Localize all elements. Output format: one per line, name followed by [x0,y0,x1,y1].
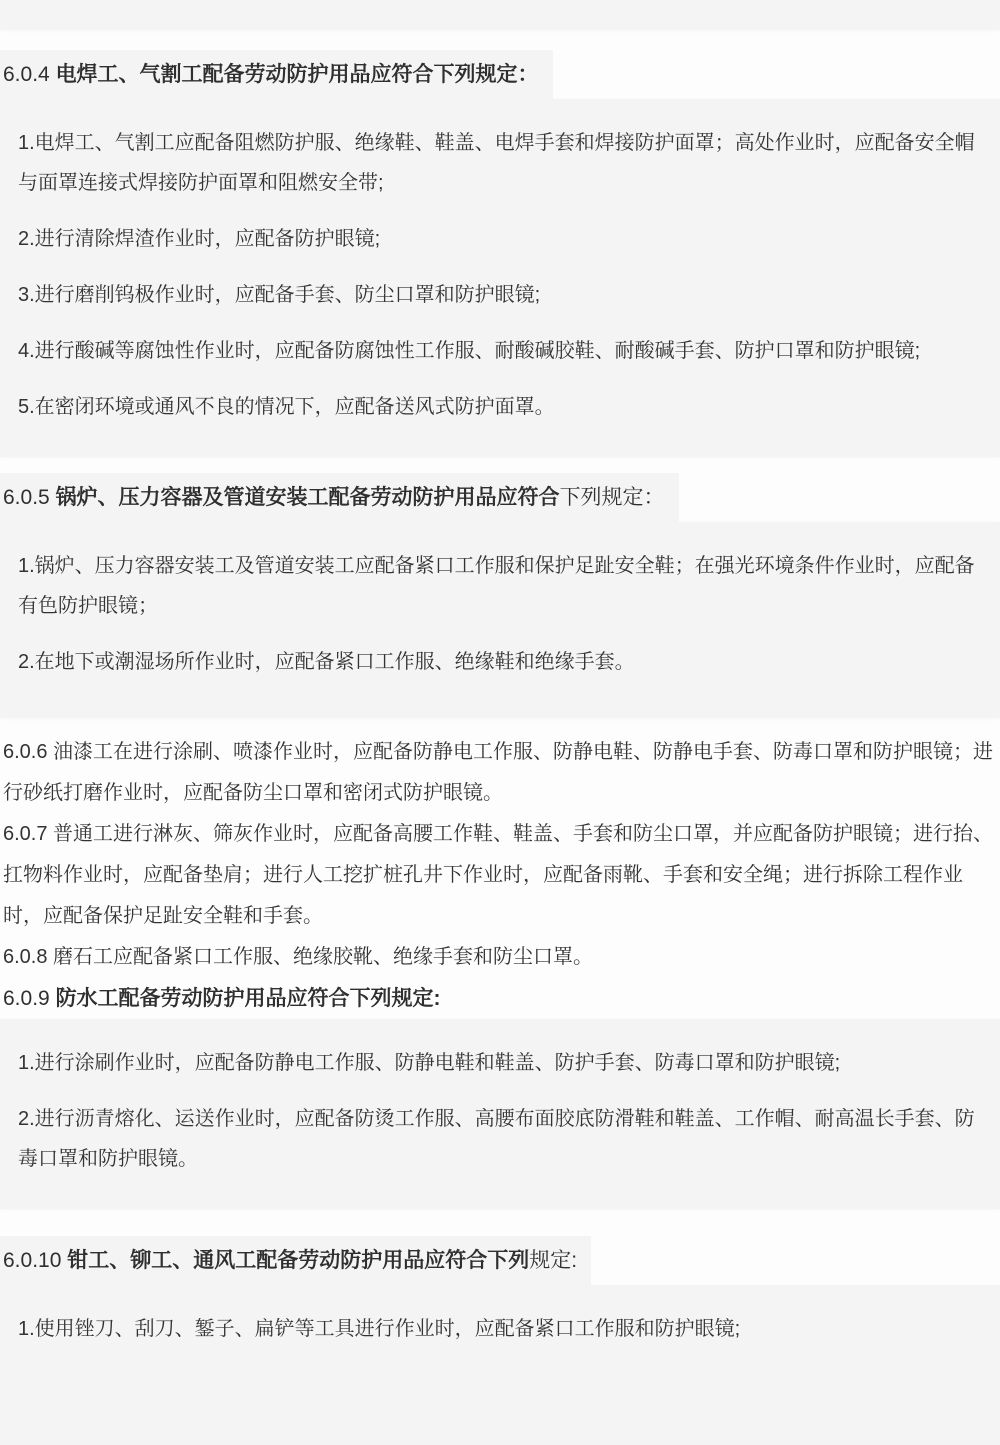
section-body-6-0-10 [0,1285,1000,1445]
heading-title: 锅炉、压力容器及管道安装工配备劳动防护用品应符合 [55,486,560,509]
paragraph-6-0-8: 6.0.8 磨石工应配备紧口工作服、绝缘胶靴、绝缘手套和防尘口罩。 [3,946,594,968]
heading-6-0-5 [0,473,679,522]
heading-title: 防水工配备劳动防护用品应符合下列规定: [55,987,441,1010]
heading-title: 钳工、铆工、通风工配备劳动防护用品应符合下列 [67,1249,530,1272]
heading-title-tail: 规定: [529,1249,578,1272]
regulation-item: 2.在地下或潮湿场所作业时，应配备紧口工作服、绝缘鞋和绝缘手套。 [18,651,635,673]
heading-number: 6.0.10 [3,1249,62,1272]
section-gap [0,1209,1000,1236]
heading-6-0-4 [0,50,553,99]
regulation-item: 2.进行沥青熔化、运送作业时，应配备防烫工作服、高腰布面胶底防滑鞋和鞋盖、工作帽、耐高温长手套、防毒口罩和防护眼镜。 [18,1108,975,1170]
section-6-0-4 [0,50,1000,457]
regulation-item: 1.使用锉刀、刮刀、錾子、扁铲等工具进行作业时，应配备紧口工作服和防护眼镜; [18,1318,741,1340]
regulation-item: 4.进行酸碱等腐蚀性作业时，应配备防腐蚀性工作服、耐酸碱胶鞋、耐酸碱手套、防护口罩和防护眼镜; [18,340,921,362]
section-body-6-0-5 [0,522,1000,718]
section-body-6-0-9 [0,1019,1000,1209]
regulation-item: 1.电焊工、气割工应配备阻燃防护服、绝缘鞋、鞋盖、电焊手套和焊接防护面罩；高处作业时，应配备安全帽与面罩连接式焊接防护面罩和阻燃安全带; [18,132,975,194]
section-6-0-5 [0,473,1000,718]
paragraph-6-0-7: 6.0.7 普通工进行淋灰、筛灰作业时，应配备高腰工作鞋、鞋盖、手套和防尘口罩，并应配备防护眼镜；进行抬、扛物料作业时，应配备垫肩；进行人工挖扩桩孔井下作业时，应配备雨靴、手套和安全绳；进行拆除工程作业时，应配备保护足趾安全鞋和手套。 [3,823,994,927]
regulation-item: 3.进行磨削钨极作业时，应配备手套、防尘口罩和防护眼镜; [18,284,541,306]
heading-6-0-9 [0,978,1000,1019]
heading-6-0-10 [0,1236,591,1285]
regulation-item: 1.进行涂刷作业时，应配备防静电工作服、防静电鞋和鞋盖、防护手套、防毒口罩和防护眼镜; [18,1052,841,1074]
heading-title-tail: 下列规定： [559,486,665,509]
regulation-item: 1.锅炉、压力容器安装工及管道安装工应配备紧口工作服和保护足趾安全鞋；在强光环境条件作业时，应配备有色防护眼镜； [18,555,975,617]
heading-title: 电焊工、气割工配备劳动防护用品应符合下列规定： [55,63,539,86]
heading-number: 6.0.4 [3,63,50,86]
paragraph-block [0,718,1000,978]
regulation-item: 5.在密闭环境或通风不良的情况下，应配备送风式防护面罩。 [18,396,555,418]
section-6-0-10 [0,1236,1000,1445]
heading-number: 6.0.9 [3,987,50,1010]
regulation-item: 2.进行清除焊渣作业时，应配备防护眼镜; [18,228,381,250]
section-6-0-9 [0,978,1000,1209]
paragraph-6-0-6: 6.0.6 油漆工在进行涂刷、喷漆作业时，应配备防静电工作服、防静电鞋、防静电手套、防毒口罩和防护眼镜；进行砂纸打磨作业时，应配备防尘口罩和密闭式防护眼镜。 [3,741,994,804]
section-gap [0,457,1000,473]
section-body-6-0-4 [0,99,1000,457]
section-gap [0,30,1000,50]
previous-section-bottom-band [0,0,1000,30]
heading-number: 6.0.5 [3,486,50,509]
